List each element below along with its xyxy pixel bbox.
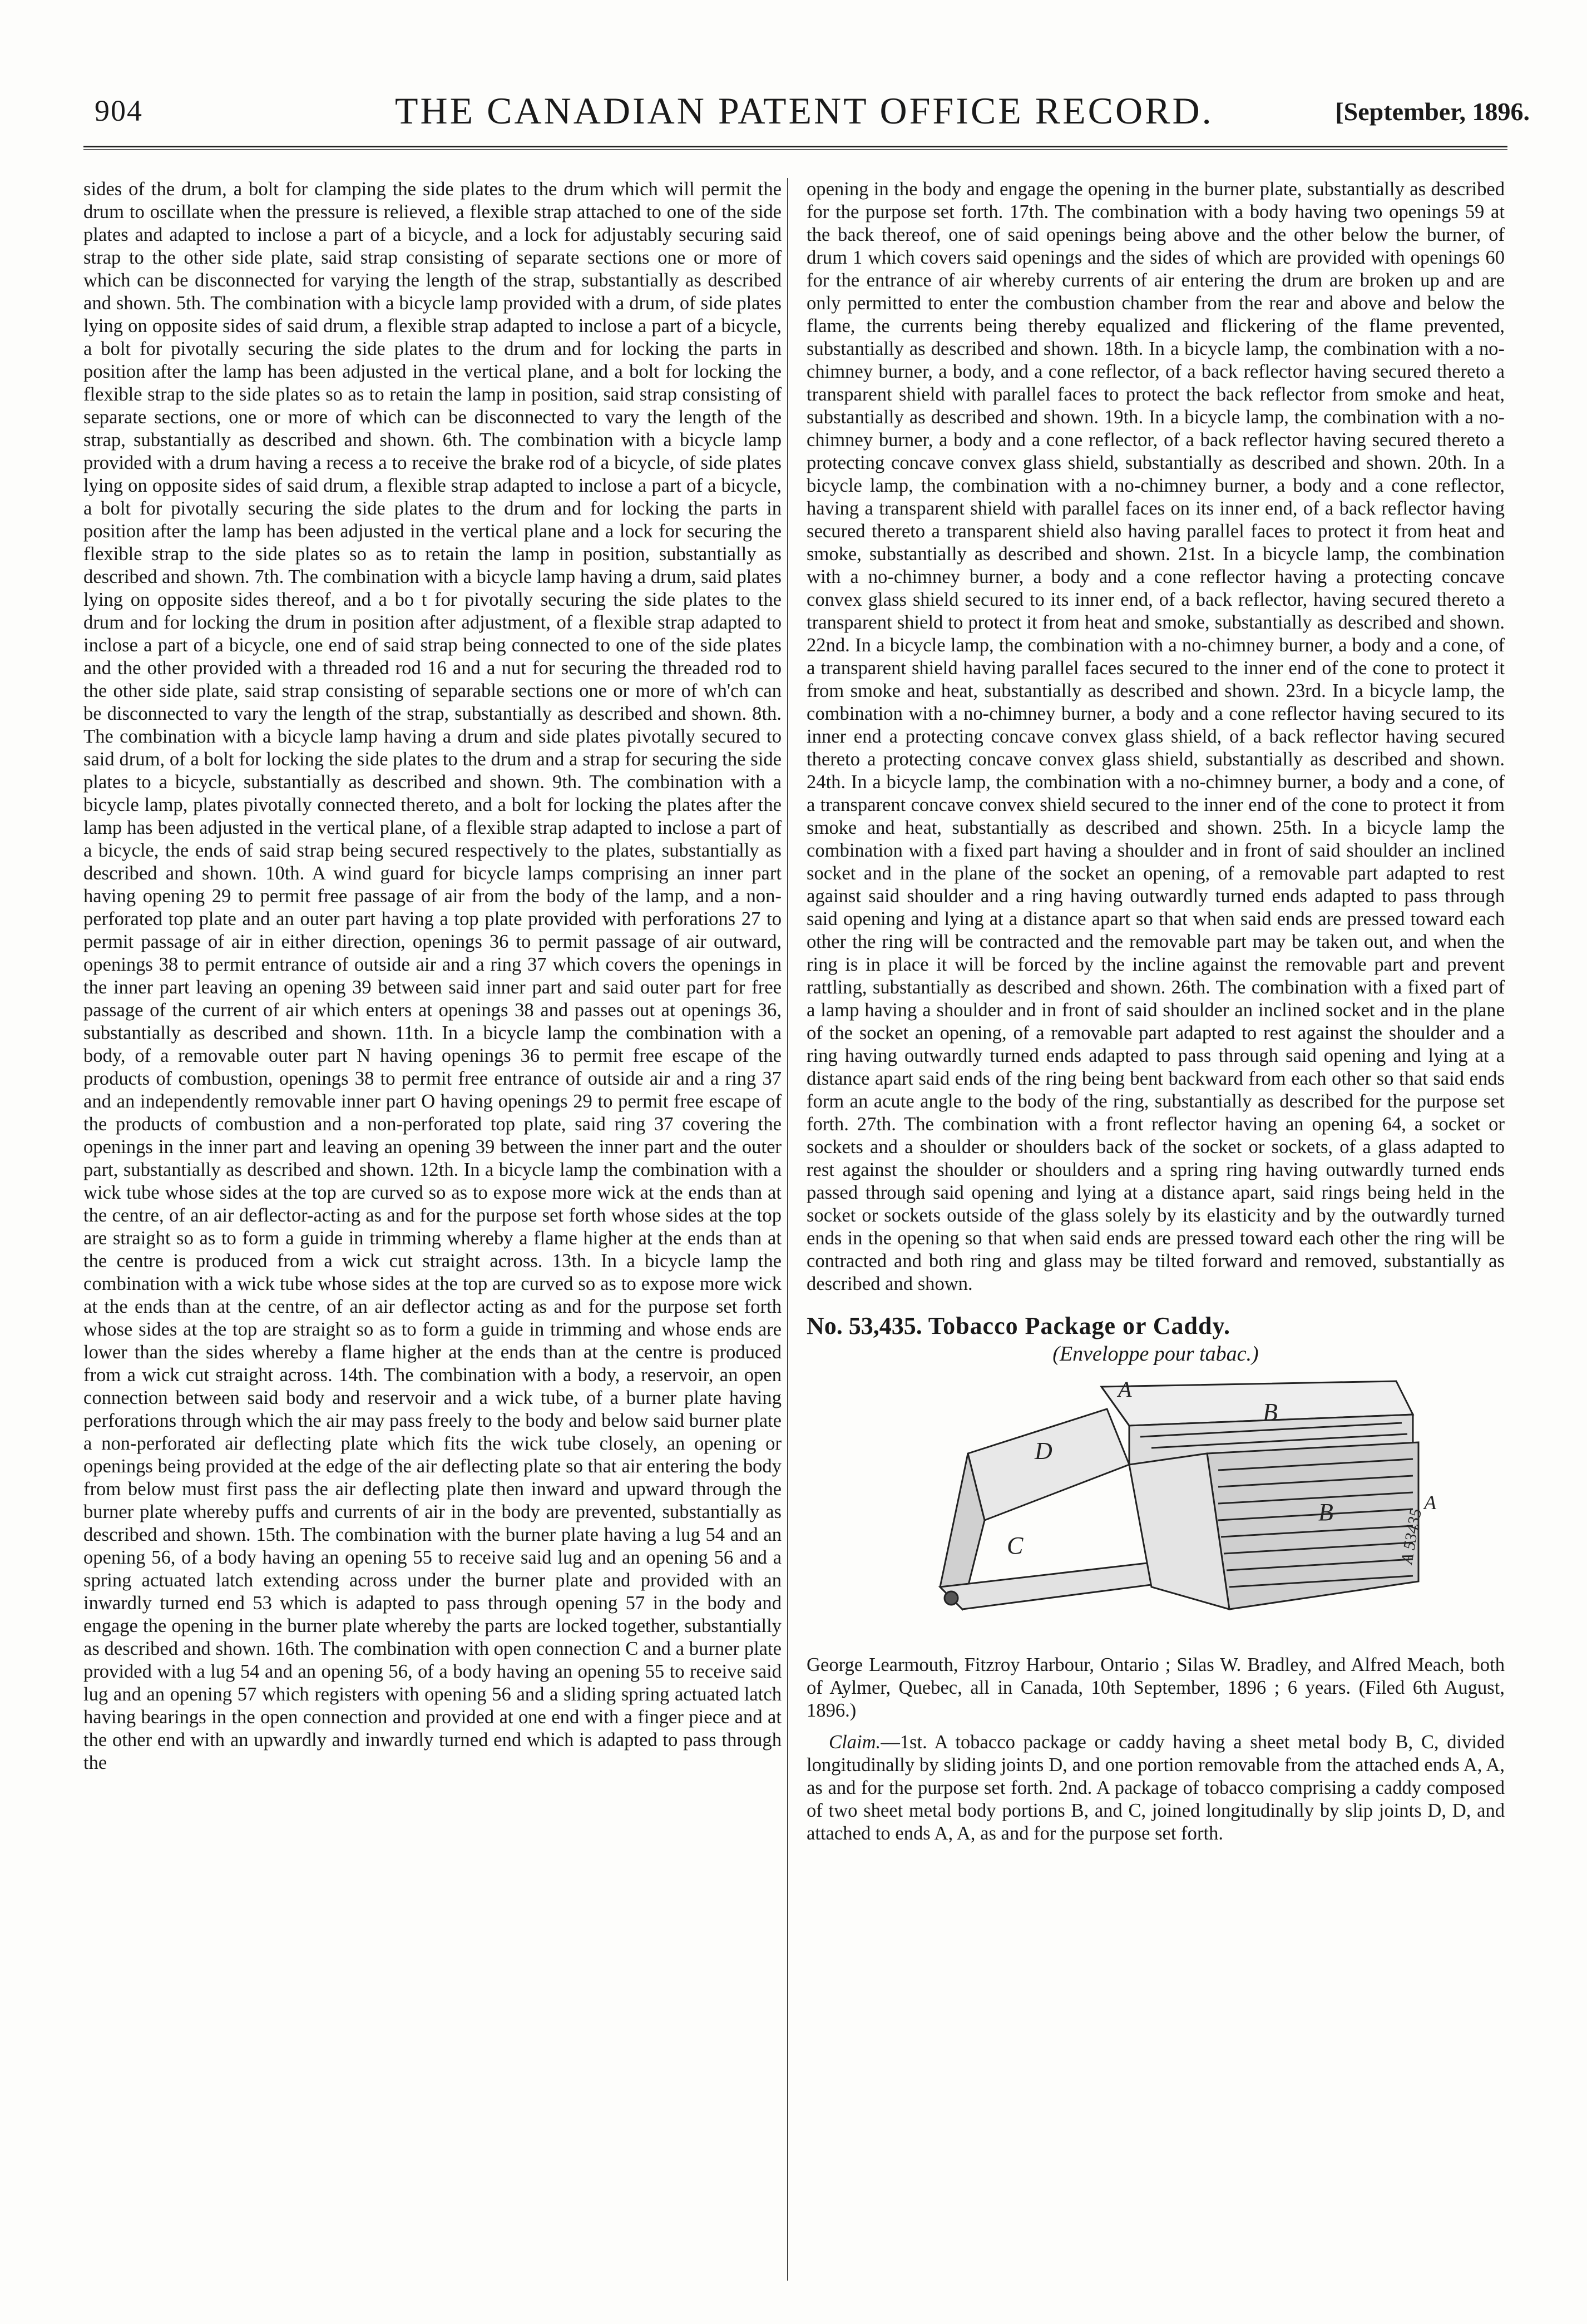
patent-inventors: George Learmouth, Fitzroy Harbour, Ontario ; Silas W. Bradley, and Alfred Meach, both of Aylmer, Quebec, all in Canada, 10th September, 1896 ; 6 years. (Filed 6th August, 1896.) — [807, 1654, 1505, 1721]
caddy-drawing — [840, 1376, 1463, 1637]
issue-date: [September, 1896. — [1335, 97, 1530, 126]
column-divider — [787, 178, 788, 2281]
patent-claims — [807, 1731, 1505, 1845]
patent-number: No. 53,435. — [807, 1312, 922, 1339]
figure-label-c-left: C — [1007, 1532, 1024, 1559]
claim-text: —1st. A tobacco package or caddy having a sheet metal body B, C, divided longitudinally by sliding joints D, and one portion removable from the attached ends A, A, as and for the purpose set forth. 2nd. A package of tobacco comprising a caddy composed of two sheet metal body portions B, and C, joined longitudinally by slip joints D, D, and attached to ends A, A, as and for the purpose set forth. — [807, 1732, 1505, 1844]
header-rule — [83, 146, 1507, 147]
right-column — [807, 178, 1505, 1845]
journal-title: THE CANADIAN PATENT OFFICE RECORD. — [395, 90, 1214, 132]
header-rule-thin — [83, 149, 1507, 150]
figure-label-d-left: D — [1035, 1437, 1052, 1465]
claim-label: Claim. — [829, 1732, 881, 1753]
right-column-text: opening in the body and engage the opening in the burner plate, substantially as described for the purpose set forth. 17th. The combination with a body having two openings 59 at the back thereof, one of said openings being above and the other below the burner, of drum 1 which covers said openings and the sides of which are provided with openings 60 for the entrance of air whereby currents of air entering the drum are broken up and are only permitted to enter the combustion chamber from the rear and above and below the flame, the currents being thereby equalized and flickering of the flame prevented, substantially as described and shown. 18th. In a bicycle lamp, the combination with a no-chimney burner, a body, and a cone reflector, of a back reflector having secured thereto a transparent shield with parallel faces to protect the back reflector from smoke and heat, substantially as described and shown. 19th. In a bicycle lamp, the combination with a no-chimney burner, a body and a cone reflector, of a back reflector having secured thereto a protecting concave convex glass shield, substantially as described and shown. 20th. In a bicycle lamp, the combination with a no-chimney burner, a body and a cone reflector, having a transparent shield with parallel faces on its inner end, of a back reflector having secured thereto a transparent shield also having parallel faces to protect it from heat and smoke, substantially as described and shown. 21st. In a bicycle lamp, the combination with a no-chimney burner, a body and a cone reflector having a protecting concave convex glass shield secured to its inner end, of a back reflector, having secured thereto a transparent shield to protect it from heat and smoke, substantially as described and shown. 22nd. In a bicycle lamp, the combination with a no-chimney burner, a body and a cone, of a transparent shield having parallel faces secured to the inner end of the cone to protect it from smoke and heat, substantially as described and shown. 23rd. In a bicycle lamp, the combination with a no-chimney burner, a body and a cone reflector having secured to its inner end a protecting concave convex glass shield, of a back reflector having secured thereto a protecting concave convex glass shield, substantially as described and shown. 24th. In a bicycle lamp, the combination with a no-chimney burner, a body and a cone, of a transparent concave convex shield secured to the inner end of the cone to protect it from smoke and heat, substantially as described and shown. 25th. In a bicycle lamp the combination with a fixed part having a shoulder and in front of said shoulder an inclined socket and in the plane of the socket an opening, of a removable part adapted to rest against said shoulder and a ring having outwardly turned ends adapted to pass through said opening and lying at a distance apart so that when said ends are pressed toward each other the ring will be contracted and the removable part may be taken out, and when the ring is in place it will be forced by the incline against the removable part and prevent rattling, substantially as described and shown. 26th. The combination with a fixed part of a lamp having a shoulder and in front of said shoulder an inclined socket and in the plane of the socket an opening, of a removable part adapted to rest against the shoulder and a ring having outwardly turned ends adapted to pass through said opening and lying at a distance apart said ends of the ring being bent backward from each other so that said ends form an acute angle to the body of the ring, substantially as described for the purpose set forth. 27th. The combination with a front reflector having an opening 64, a socket or sockets and a shoulder or shoulders back of the socket or sockets, of a glass adapted to rest against the shoulder or shoulders and a spring ring having outwardly turned ends passed through said opening and lying at a distance apart, said rings being held in the socket or sockets outside of the glass solely by its elasticity and by the outwardly turned ends in the opening so that when said ends are pressed toward each other the ring will be contracted and both ring and glass may be tilted forward and removed, substantially as described and shown. — [807, 179, 1505, 1294]
tobacco-caddy-figure — [840, 1376, 1463, 1637]
figure-label-b-front: B — [1318, 1499, 1333, 1526]
patent-french-title: (Enveloppe pour tabac.) — [1052, 1342, 1259, 1366]
left-column-text: sides of the drum, a bolt for clamping the side plates to the drum which will permit the drum to oscillate when the pressure is relieved, a flexible strap attached to one of the side plates and adapted to inclose a part of a bicycle, and a lock for adjustably securing said strap to the other side plate, said strap consisting of separate sections one or more of which can be disconnected for varying the length of the strap, substantially as described and shown. 5th. The combination with a bicycle lamp provided with a drum, of side plates lying on opposite sides of said drum, a flexible strap adapted to inclose a part of a bicycle, a bolt for pivotally securing the side plates to the drum and for locking the parts in position after the lamp has been adjusted in the vertical plane, and a bolt for locking the flexible strap to the side plates so as to retain the lamp in position, said strap consisting of separate sections, one or more of which can be disconnected to vary the length of the strap, substantially as described and shown. 6th. The combination with a bicycle lamp provided with a drum having a recess a to receive the brake rod of a bicycle, of side plates lying on opposite sides of said drum, a flexible strap adapted to inclose a part of a bicycle, a bolt for pivotally securing the side plates to the drum and for locking the parts in position after the lamp has been adjusted in the vertical plane and a lock for securing the flexible strap to the side plates so as to retain the lamp in position, substantially as described and shown. 7th. The combination with a bicycle lamp having a drum, said plates lying on opposite sides thereof, and a bo t for pivotally securing the side plates to the drum and for locking the drum in position after adjustment, of a flexible strap adapted to inclose a part of a bicycle, one end of said strap being connected to one of the side plates and the other provided with a threaded rod 16 and a nut for securing the threaded rod to the other side plate, said strap consisting of separable sections one or more of wh'ch can be disconnected to vary the length of the strap, substantially as described and shown. 8th. The combination with a bicycle lamp having a drum and side plates pivotally secured to said drum, of a bolt for locking the side plates to the drum and a strap for securing the side plates to a bicycle, substantially as described and shown. 9th. The combination with a bicycle lamp, plates pivotally connected thereto, and a bolt for locking the plates after the lamp has been adjusted in the vertical plane, of a flexible strap adapted to inclose a part of a bicycle, the ends of said strap being secured respectively to the plates, substantially as described and shown. 10th. A wind guard for bicycle lamps comprising an inner part having opening 29 to permit free passage of air from the body of the lamp, and a non-perforated top plate and an outer part having a top plate provided with perforations 27 to permit passage of air in either direction, openings 36 to permit passage of air outward, openings 38 to permit entrance of outside air and a ring 37 which covers the openings in the inner part leaving an opening 39 between said inner part and said outer part for free passage of the current of air which enters at openings 38 and passes out at openings 36, substantially as described and shown. 11th. In a bicycle lamp the combination with a body, of a removable outer part N having openings 36 to permit free escape of the products of combustion, openings 38 to permit free entrance of outside air and a ring 37 and an independently removable inner part O having openings 29 to permit free escape of the products of combustion and a non-perforated top plate, said ring 37 covering the openings in the inner part and leaving an opening 39 between the inner part and the outer part, substantially as described and shown. 12th. In a bicycle lamp the combination with a wick tube whose sides at the top are curved so as to expose more wick at the ends than at the centre, of an air deflector-acting as and for the purpose set forth whose sides at the top are straight so as to form a guide in trimming whereby a flame higher at the ends than at the centre is produced from a wick cut straight across. 13th. In a bicycle lamp the combination with a wick tube whose sides at the top are curved so as to expose more wick at the ends than at the centre, of an air deflector acting as and for the purpose set forth whose sides at the top are straight so as to form a guide in trimming and whose ends are lower than the sides whereby a flame higher at the ends than at the centre is produced from a wick cut straight across. 14th. The combination with a body, a reservoir, an open connection between said body and reservoir and a wick tube, of a burner plate having perforations through which the air may pass freely to the body and below said burner plate a non-perforated air deflecting plate which fits the wick tube closely, an opening or openings being provided at the edge of the air deflecting plate so that air entering the body from below must first pass the air deflecting plate then inward and upward through the burner plate whereby puffs and currents of air in the body are prevented, substantially as described and shown. 15th. The combination with the burner plate having a lug 54 and an opening 56, of a body having an opening 55 to receive said lug and an opening 56 and a spring actuated latch extending across under the burner plate and provided with an inwardly turned end 53 which is adapted to pass through opening 57 in the body and engage the opening in the burner plate whereby the parts are locked together, substantially as described and shown. 16th. The combination with open connection C and a burner plate provided with a lug 54 and an opening 56, of a body having an opening 55 to receive said lug and an opening 57 which registers with opening 56 and a sliding spring actuated latch having bearings in the open connection and provided at one end with a finger piece and at the other end with an upwardly and inwardly turned end which is adapted to pass through the — [83, 179, 782, 1773]
figure-label-a-right: A — [1424, 1491, 1436, 1514]
figure-serial-mark: A 53435 — [1397, 1507, 1426, 1565]
left-column — [83, 178, 782, 2292]
page-header — [83, 89, 1530, 139]
page-number: 904 — [95, 94, 143, 127]
patent-heading — [807, 1314, 1505, 1337]
figure-label-a-top: A — [1118, 1377, 1132, 1402]
patent-title: Tobacco Package or Caddy. — [928, 1312, 1231, 1339]
figure-label-b-top: B — [1263, 1398, 1278, 1426]
